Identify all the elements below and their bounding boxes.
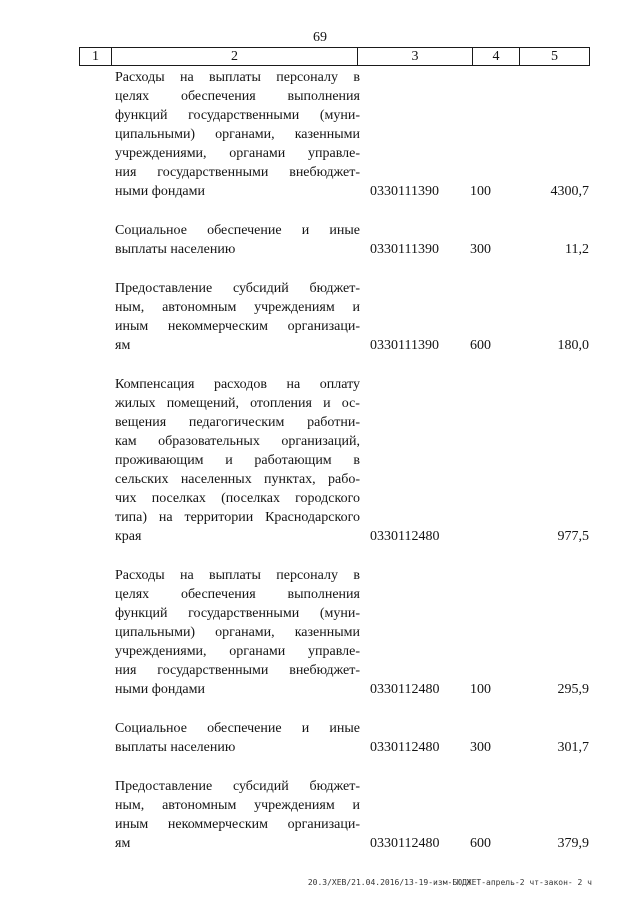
expense-name bbox=[79, 221, 360, 259]
column-header-table bbox=[79, 47, 590, 66]
expense-name-word: педагогическим bbox=[188, 415, 285, 430]
expense-name-word: и bbox=[352, 300, 360, 315]
expense-name-line bbox=[115, 279, 360, 298]
expense-name-word: поселках bbox=[151, 491, 206, 506]
column-header-1: 1 bbox=[80, 48, 112, 66]
expense-name-word: выплаты bbox=[209, 70, 261, 85]
expense-name-line bbox=[115, 144, 360, 163]
expense-name-line bbox=[115, 585, 360, 604]
target-article-code: 0330111390 bbox=[370, 338, 439, 353]
expense-name-line bbox=[115, 719, 360, 738]
target-article-code: 0330111390 bbox=[370, 184, 439, 199]
expense-name bbox=[79, 279, 360, 355]
expense-name-word: некоммерческим bbox=[167, 817, 268, 832]
expense-name-word: органами bbox=[229, 146, 286, 161]
expense-name-word: чих bbox=[115, 491, 137, 506]
expense-name-word: иным bbox=[115, 817, 149, 832]
expense-name-word: учреждениями, bbox=[115, 146, 207, 161]
expense-name-word: субсидий bbox=[232, 779, 289, 794]
expense-name-line bbox=[115, 489, 360, 508]
page-number: 69 bbox=[313, 30, 327, 45]
footer-file-note: 20.3/ХЕВ/21.04.2016/13-19-изм-БЮДЖЕТ-апрель-2 чт-закон- 2 ч bbox=[307, 878, 592, 887]
expense-name-word: иные bbox=[329, 223, 360, 238]
expense-name-word: работающим bbox=[254, 453, 332, 468]
expense-name-word: обеспечение bbox=[207, 223, 282, 238]
expense-name-line bbox=[115, 317, 360, 336]
expense-name-line bbox=[115, 163, 360, 182]
expense-name-line bbox=[115, 432, 360, 451]
expense-name-line: выплаты населению bbox=[115, 740, 236, 755]
expense-name-word: ния bbox=[115, 165, 137, 180]
target-article-code: 0330112480 bbox=[370, 529, 440, 544]
expense-name-line bbox=[115, 777, 360, 796]
expense-name-word: (поселках bbox=[221, 491, 280, 506]
expense-name-word: Расходы bbox=[115, 70, 165, 85]
expense-name-word: организаци- bbox=[287, 817, 360, 832]
budget-row bbox=[79, 375, 589, 546]
column-header-2: 2 bbox=[112, 48, 358, 66]
expense-name-word: органами, bbox=[215, 127, 275, 142]
expense-name-word: в bbox=[353, 70, 360, 85]
expense-name-line bbox=[115, 623, 360, 642]
expense-name-word: бюджет- bbox=[309, 281, 360, 296]
column-header-4: 4 bbox=[473, 48, 520, 66]
expense-name-word: целях bbox=[115, 587, 150, 602]
expense-name-word: оплату bbox=[319, 377, 360, 392]
expense-name-line bbox=[115, 566, 360, 585]
expense-name-word: Расходы bbox=[115, 568, 165, 583]
expense-name-word: управле- bbox=[308, 146, 360, 161]
amount-value: 11,2 bbox=[565, 242, 589, 257]
expense-name-word: субсидий bbox=[232, 281, 289, 296]
expense-name-word: Социальное bbox=[115, 223, 187, 238]
expense-name-word: обеспечения bbox=[180, 587, 256, 602]
expense-name-word: внебюджет- bbox=[289, 165, 360, 180]
expense-name-line bbox=[115, 796, 360, 815]
expense-name-word: учреждениям bbox=[254, 798, 335, 813]
expense-name-line bbox=[115, 470, 360, 489]
expense-name-word: пунктах, bbox=[264, 472, 316, 487]
expense-name-word: и bbox=[301, 721, 310, 736]
expense-name-line bbox=[115, 451, 360, 470]
expense-type-code: 100 bbox=[470, 682, 491, 697]
expense-name-word: типа) bbox=[115, 510, 147, 525]
budget-row bbox=[79, 221, 589, 259]
expense-name-word: выполнения bbox=[287, 89, 360, 104]
expense-name-word: Краснодарского bbox=[265, 510, 360, 525]
expense-name-word: (муни- bbox=[319, 606, 360, 621]
expense-name-word: автономным bbox=[162, 798, 237, 813]
amount-value: 977,5 bbox=[557, 529, 589, 544]
expense-name-word: Социальное bbox=[115, 721, 187, 736]
budget-row bbox=[79, 777, 589, 853]
expense-name bbox=[79, 375, 360, 546]
expense-name-line bbox=[115, 375, 360, 394]
expense-name-word: государственными bbox=[157, 663, 269, 678]
expense-name-word: выплаты bbox=[209, 568, 261, 583]
expense-name-word: городского bbox=[295, 491, 360, 506]
expense-name-word: некоммерческим bbox=[167, 319, 268, 334]
expense-name-word: функций bbox=[115, 108, 168, 123]
expense-name-line: ям bbox=[115, 836, 131, 851]
expense-name-word: иным bbox=[115, 319, 149, 334]
expense-name-line bbox=[115, 87, 360, 106]
expense-name-line bbox=[115, 68, 360, 87]
expense-name-line bbox=[115, 298, 360, 317]
expense-name-word: ципальными) bbox=[115, 625, 196, 640]
expense-name-word: автономным bbox=[162, 300, 237, 315]
expense-name-line: края bbox=[115, 529, 142, 544]
expense-name-line bbox=[115, 394, 360, 413]
expense-name-line bbox=[115, 604, 360, 623]
budget-row bbox=[79, 279, 589, 355]
expense-name-word: персоналу bbox=[276, 70, 338, 85]
expense-name-word: обеспечения bbox=[180, 89, 256, 104]
expense-name-word: ос- bbox=[341, 396, 360, 411]
expense-name-word: внебюджет- bbox=[289, 663, 360, 678]
expense-name-word: населенных bbox=[180, 472, 252, 487]
expense-name-word: учреждениями, bbox=[115, 644, 207, 659]
expense-name-word: государственными bbox=[157, 165, 269, 180]
amount-value: 301,7 bbox=[557, 740, 589, 755]
expense-name-line: ными фондами bbox=[115, 184, 206, 199]
expense-name-word: отопления bbox=[250, 396, 312, 411]
expense-name-word: Предоставление bbox=[115, 779, 213, 794]
expense-name-line bbox=[115, 125, 360, 144]
budget-row bbox=[79, 68, 589, 201]
expense-name-line bbox=[115, 508, 360, 527]
expense-name-word: помещений, bbox=[166, 396, 239, 411]
expense-name bbox=[79, 719, 360, 757]
expense-name-word: на bbox=[286, 377, 301, 392]
expense-name-word: бюджет- bbox=[309, 779, 360, 794]
expense-name-word: на bbox=[158, 510, 173, 525]
expense-name-word: проживающим bbox=[115, 453, 204, 468]
expense-name bbox=[79, 68, 360, 201]
expense-name-word: кам bbox=[115, 434, 137, 449]
expense-name-line bbox=[115, 661, 360, 680]
expense-name-line bbox=[115, 106, 360, 125]
amount-value: 4300,7 bbox=[550, 184, 589, 199]
expense-type-code: 600 bbox=[470, 338, 491, 353]
expense-name-word: государственными bbox=[188, 606, 300, 621]
column-header-5: 5 bbox=[520, 48, 590, 66]
amount-value: 295,9 bbox=[557, 682, 589, 697]
expense-type-code: 300 bbox=[470, 242, 491, 257]
expense-name-word: ния bbox=[115, 663, 137, 678]
expense-name-word: учреждениям bbox=[254, 300, 335, 315]
expense-name-word: казенными bbox=[294, 625, 360, 640]
expense-name-line bbox=[115, 413, 360, 432]
expense-name-word: казенными bbox=[294, 127, 360, 142]
expense-name-word: ным, bbox=[115, 300, 145, 315]
expense-name-word: иные bbox=[329, 721, 360, 736]
expense-name-word: ным, bbox=[115, 798, 145, 813]
expense-name-word: Компенсация bbox=[115, 377, 195, 392]
budget-rows bbox=[79, 68, 589, 853]
expense-name-word: рабо- bbox=[327, 472, 360, 487]
expense-type-code: 600 bbox=[470, 836, 491, 851]
expense-name-line: выплаты населению bbox=[115, 242, 236, 257]
expense-name-word: и bbox=[225, 453, 233, 468]
target-article-code: 0330111390 bbox=[370, 242, 439, 257]
expense-name-word: вещения bbox=[115, 415, 167, 430]
column-header-row bbox=[80, 48, 590, 66]
expense-name-line bbox=[115, 815, 360, 834]
expense-name-line bbox=[115, 642, 360, 661]
expense-name-word: и bbox=[352, 798, 360, 813]
expense-name-line: ными фондами bbox=[115, 682, 206, 697]
expense-name-line bbox=[115, 221, 360, 240]
expense-name bbox=[79, 566, 360, 699]
target-article-code: 0330112480 bbox=[370, 836, 440, 851]
expense-name-word: жилых bbox=[115, 396, 156, 411]
expense-name-word: (муни- bbox=[319, 108, 360, 123]
expense-name-word: расходов bbox=[213, 377, 268, 392]
budget-row bbox=[79, 719, 589, 757]
expense-name-word: образовательных bbox=[158, 434, 260, 449]
target-article-code: 0330112480 bbox=[370, 740, 440, 755]
amount-value: 379,9 bbox=[557, 836, 589, 851]
expense-name-word: в bbox=[353, 453, 360, 468]
expense-name bbox=[79, 777, 360, 853]
expense-name-word: персоналу bbox=[276, 568, 338, 583]
expense-name-word: выполнения bbox=[287, 587, 360, 602]
expense-name-word: работни- bbox=[307, 415, 360, 430]
expense-name-word: государственными bbox=[188, 108, 300, 123]
expense-name-word: ципальными) bbox=[115, 127, 196, 142]
target-article-code: 0330112480 bbox=[370, 682, 440, 697]
expense-name-line: ям bbox=[115, 338, 131, 353]
expense-name-word: организаци- bbox=[287, 319, 360, 334]
expense-type-code: 300 bbox=[470, 740, 491, 755]
expense-name-word: целях bbox=[115, 89, 150, 104]
expense-name-word: управле- bbox=[308, 644, 360, 659]
expense-name-word: на bbox=[179, 70, 194, 85]
expense-name-word: организаций, bbox=[281, 434, 360, 449]
expense-name-word: и bbox=[323, 396, 331, 411]
expense-type-code: 100 bbox=[470, 184, 491, 199]
expense-name-word: органами bbox=[229, 644, 286, 659]
column-header-3: 3 bbox=[358, 48, 473, 66]
expense-name-word: на bbox=[179, 568, 194, 583]
expense-name-word: функций bbox=[115, 606, 168, 621]
expense-name-word: в bbox=[353, 568, 360, 583]
budget-row bbox=[79, 566, 589, 699]
expense-name-word: обеспечение bbox=[207, 721, 282, 736]
expense-name-word: Предоставление bbox=[115, 281, 213, 296]
expense-name-word: территории bbox=[184, 510, 254, 525]
expense-name-word: сельских bbox=[115, 472, 169, 487]
amount-value: 180,0 bbox=[557, 338, 589, 353]
expense-name-word: и bbox=[301, 223, 310, 238]
expense-name-word: органами, bbox=[215, 625, 275, 640]
